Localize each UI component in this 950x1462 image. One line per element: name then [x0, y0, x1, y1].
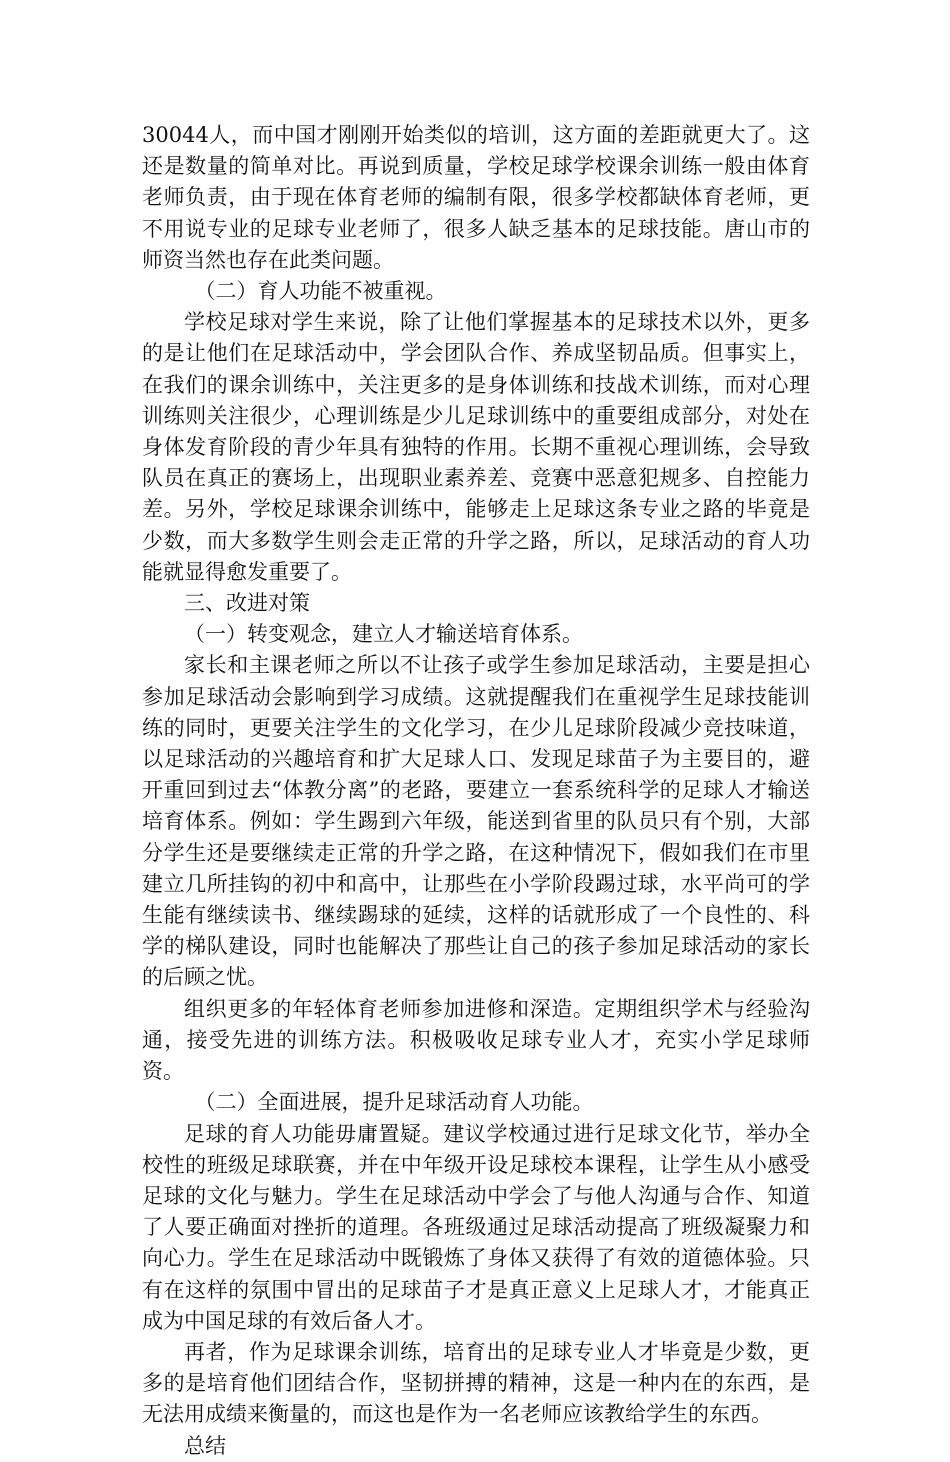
section-heading-change-concept: （一）转变观念，建立人才输送培育体系。	[184, 622, 583, 647]
section-heading-education-function: （二）育人功能不被重视。	[194, 279, 447, 304]
paragraph: 学校足球对学生来说，除了让他们掌握基本的足球技术以外，更多的是让他们在足球活动中，学会团队合作、养成坚韧品质。但事实上，在我们的课余训练中，关注更多的是身体训练和技战术训练，而对心理训练则关注很少，心理训练是少儿足球训练中的重要组成部分，对处在身体发育阶段的青少年具有独特的作用。长期不重视心理训练，会导致队员在真正的赛场上，出现职业素养差、竞赛中恶意犯规多、自控能力差。另外，学校足球课余训练中，能够走上足球这条专业之路的毕竟是少数，而大多数学生则会走正常的升学之路，所以，足球活动的育人功能就显得愈发重要了。	[142, 310, 810, 584]
paragraph-continued: 30044人，而中国才刚刚开始类似的培训，这方面的差距就更大了。这还是数量的简单对比。再说到质量，学校足球学校课余训练一般由体育老师负责，由于现在体育老师的编制有限，很多学校都缺体育老师，更不用说专业的足球专业老师了，很多人缺乏基本的足球技能。唐山市的师资当然也存在此类问题。	[142, 123, 810, 272]
paragraph: 家长和主课老师之所以不让孩子或学生参加足球活动，主要是担心参加足球活动会影响到学习成绩。这就提醒我们在重视学生足球技能训练的同时，更要关注学生的文化学习，在少儿足球阶段减少竞技味道，以足球活动的兴趣培育和扩大足球人口、发现足球苗子为主要目的，避开重回到过去“体教分离”的老路，要建立一套系统科学的足球人才输送培育体系。例如：学生踢到六年级，能送到省里的队员只有个别，大部分学生还是要继续走正常的升学之路，在这种情况下，假如我们在市里建立几所挂钩的初中和高中，让那些在小学阶段踢过球，水平尚可的学生能有继续读书、继续踢球的延续，这样的话就形成了一个良性的、科学的梯队建设，同时也能解决了那些让自己的孩子参加足球活动的家长的后顾之忧。	[142, 653, 810, 990]
section-heading-summary: 总结	[184, 1433, 226, 1458]
paragraph: 组织更多的年轻体育老师参加进修和深造。定期组织学术与经验沟通，接受先进的训练方法。积极吸收足球专业人才，充实小学足球师资。	[142, 996, 810, 1084]
section-heading-improvement: 三、改进对策	[184, 591, 310, 616]
paragraph: 再者，作为足球课余训练，培育出的足球专业人才毕竟是少数，更多的是培育他们团结合作，坚韧拼搏的精神，这是一种内在的东西，是无法用成绩来衡量的，而这也是作为一名老师应该教给学生的东西。	[142, 1339, 810, 1427]
section-heading-comprehensive: （二）全面进展，提升足球活动育人功能。	[194, 1090, 594, 1115]
document-body	[142, 120, 810, 1462]
paragraph: 足球的育人功能毋庸置疑。建议学校通过进行足球文化节，举办全校性的班级足球联赛，并在中年级开设足球校本课程，让学生从小感受足球的文化与魅力。学生在足球活动中学会了与他人沟通与合作、知道了人要正确面对挫折的道理。各班级通过足球活动提高了班级凝聚力和向心力。学生在足球活动中既锻炼了身体又获得了有效的道德体验。只有在这样的氛围中冒出的足球苗子才是真正意义上足球人才，才能真正成为中国足球的有效后备人才。	[142, 1121, 810, 1333]
